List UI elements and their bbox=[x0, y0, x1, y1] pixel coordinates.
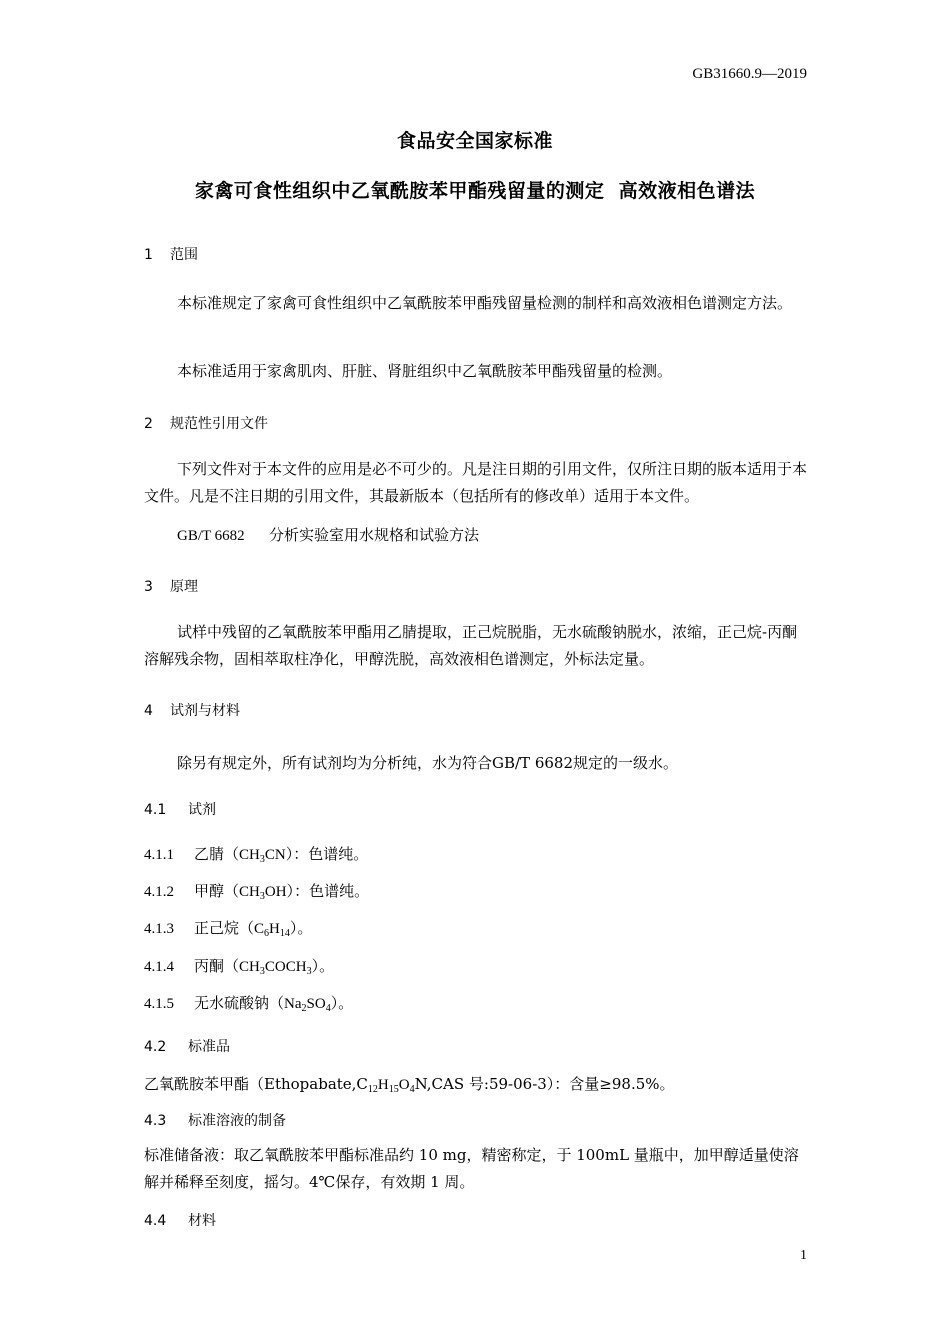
document-title-sub: 家禽可食性组织中乙氧酰胺苯甲酯残留量的测定 高效液相色谱法 bbox=[194, 180, 756, 202]
reagent-item-sodium-sulfate: 4.1.5 无水硫酸钠$(Na_2SO_4)$。 bbox=[144, 994, 354, 1014]
stock-solution-paragraph: 标准储备液：取乙氧酰胺苯甲酯标准品约 10 mg，精密称定，于 100mL 量瓶中，加甲醇适量使溶解并稀释至刻度，摇匀。4℃保存，有效期 1 周。 bbox=[144, 1146, 799, 1191]
scope-paragraph-1: 本标准规定了家禽可食性组织中乙氧酰胺苯甲酯残留量检测的制样和高效液相色谱测定方法。 bbox=[177, 294, 793, 312]
reagents-intro-paragraph: 除另有规定外，所有试剂均为分析纯，水为符合GB/T 6682规定的一级水。 bbox=[177, 754, 679, 772]
section-heading-4-4: 4.4 材料 bbox=[144, 1213, 216, 1229]
section-heading-4-1: 4.1 试剂 bbox=[144, 802, 216, 818]
reagent-item-hexane: 4.1.3 正己烷$(C_6H_{14})$。 bbox=[144, 919, 313, 939]
section-heading-3: 3 原理 bbox=[144, 579, 198, 595]
reagent-item-acetone: 4.1.4 丙酮$(CH_3COCH_3)$。 bbox=[144, 957, 335, 977]
reagent-item-acetonitrile: 4.1.1 乙腈$(CH_3CN)$：色谱纯。 bbox=[144, 845, 369, 865]
section-heading-4-3: 4.3 标准溶液的制备 bbox=[144, 1113, 286, 1129]
scope-paragraph-2: 本标准适用于家禽肌肉、肝脏、肾脏组织中乙氧酰胺苯甲酯残留量的检测。 bbox=[177, 362, 673, 380]
page-number: 1 bbox=[800, 1248, 807, 1263]
reference-entry: GB/T 6682 分析实验室用水规格和试验方法 bbox=[177, 526, 480, 544]
standard-substance-entry: 乙氧酰胺苯甲酯（$Ethopabate,C_{12}H_{15}O_4N,CAS$ 号:59-06-3）：含量≥98.5%。 bbox=[144, 1075, 675, 1095]
principle-paragraph: 试样中残留的乙氧酰胺苯甲酯用乙腈提取，正己烷脱脂，无水硫酸钠脱水，浓缩，正己烷-丙酮溶解残余物，固相萃取柱净化，甲醇洗脱，高效液相色谱测定，外标法定量。 bbox=[144, 623, 798, 668]
document-title-main: 食品安全国家标准 bbox=[396, 130, 553, 152]
standard-number: GB31660.9—2019 bbox=[692, 66, 807, 82]
section-heading-2: 2 规范性引用文件 bbox=[144, 416, 268, 432]
section-heading-4: 4 试剂与材料 bbox=[144, 703, 240, 719]
normative-references-paragraph: 下列文件对于本文件的应用是必不可少的。凡是注日期的引用文件，仅所注日期的版本适用于本文件。凡是不注日期的引用文件，其最新版本（包括所有的修改单）适用于本文件。 bbox=[144, 460, 808, 505]
section-heading-4-2: 4.2 标准品 bbox=[144, 1039, 230, 1055]
reagent-item-methanol: 4.1.2 甲醇$(CH_3OH)$：色谱纯。 bbox=[144, 882, 370, 902]
section-heading-1: 1 范围 bbox=[144, 247, 198, 263]
